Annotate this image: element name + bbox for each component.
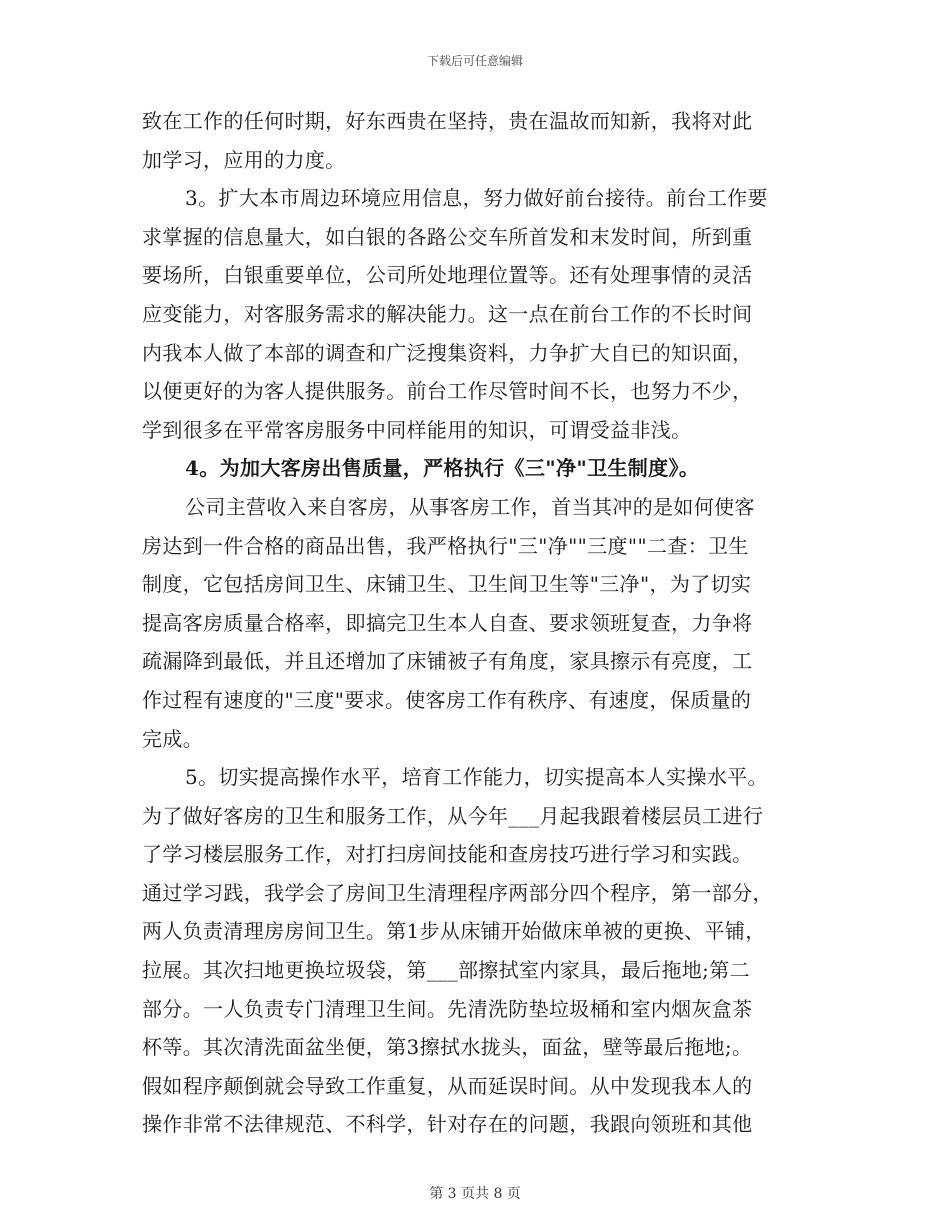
text-line: 了学习楼层服务工作，对打扫房间技能和查房技巧进行学习和实践。 bbox=[142, 842, 753, 867]
text-line: 要场所，白银重要单位，公司所处地理位置等。还有处理事情的灵活 bbox=[142, 263, 753, 288]
text-line: 提高客房质量合格率，即搞完卫生本人自查、要求领班复查，力争将 bbox=[142, 610, 753, 635]
text-line: 完成。 bbox=[142, 726, 204, 751]
text-line: 部分。一人负责专门清理卫生间。先清洗防垫垃圾桶和室内烟灰盒茶 bbox=[142, 996, 753, 1021]
text-line: 作过程有速度的"三度"要求。使客房工作有秩序、有速度，保质量的 bbox=[142, 687, 752, 712]
text-line: 内我本人做了本部的调查和广泛搜集资料，力争扩大自已的知识面， bbox=[142, 340, 753, 365]
page-header: 下载后可任意编辑 bbox=[426, 54, 523, 68]
text-line: 通过学习践，我学会了房间卫生清理程序两部分四个程序，第一部分， bbox=[142, 880, 773, 905]
text-line: 求掌握的信息量大，如白银的各路公交车所首发和末发时间，所到重 bbox=[142, 224, 753, 249]
text-line: 为了做好客房的卫生和服务工作，从今年___月起我跟着楼层员工进行 bbox=[142, 803, 764, 828]
text-line: 疏漏降到最低，并且还增加了床铺被子有角度，家具擦示有亮度，工 bbox=[142, 649, 753, 674]
document-body bbox=[142, 102, 812, 1144]
text-line: 操作非常不法律规范、不科学，针对存在的问题，我跟向领班和其他 bbox=[142, 1112, 753, 1137]
text-line: 以便更好的为客人提供服务。前台工作尽管时间不长，也努力不少， bbox=[142, 379, 753, 404]
text-line: 制度，它包括房间卫生、床铺卫生、卫生间卫生等"三净"，为了切实 bbox=[142, 572, 752, 597]
paragraph-start: 公司主营收入来自客房，从事客房工作，首当其冲的是如何使客 bbox=[185, 494, 755, 519]
text-line: 加学习，应用的力度。 bbox=[142, 147, 346, 172]
text-line: 房达到一件合格的商品出售，我严格执行"三"净""三度""二查：卫生 bbox=[142, 533, 749, 558]
text-line: 杯等。其次清洗面盆坐便，第3擦拭水拢头，面盆，壁等最后拖地;。 bbox=[142, 1035, 753, 1060]
page-number-footer: 第 3 页共 8 页 bbox=[429, 1186, 521, 1202]
text-line: 学到很多在平常客房服务中同样能用的知识，可谓受益非浅。 bbox=[142, 417, 692, 442]
text-line: 两人负责清理房房间卫生。第1步从床铺开始做床单被的更换、平铺， bbox=[142, 919, 766, 944]
paragraph-item-3-start: 3。扩大本市周边环境应用信息，努力做好前台接待。前台工作要 bbox=[185, 186, 768, 211]
paragraph-item-5-start: 5。切实提高操作水平，培育工作能力，切实提高本人实操水平。 bbox=[185, 765, 768, 790]
text-line: 应变能力，对客服务需求的解决能力。这一点在前台工作的不长时间 bbox=[142, 301, 753, 326]
text-line: 拉展。其次扫地更换垃圾袋，第___部擦拭室内家具，最后拖地;第二 bbox=[142, 958, 750, 983]
text-line: 假如程序颠倒就会导致工作重复，从而延误时间。从中发现我本人的 bbox=[142, 1073, 753, 1098]
text-line: 致在工作的任何时期，好东西贵在坚持，贵在温故而知新，我将对此 bbox=[142, 109, 753, 133]
section-heading-4: 4。为加大客房出售质量，严格执行《三"净"卫生制度》。 bbox=[185, 456, 700, 481]
